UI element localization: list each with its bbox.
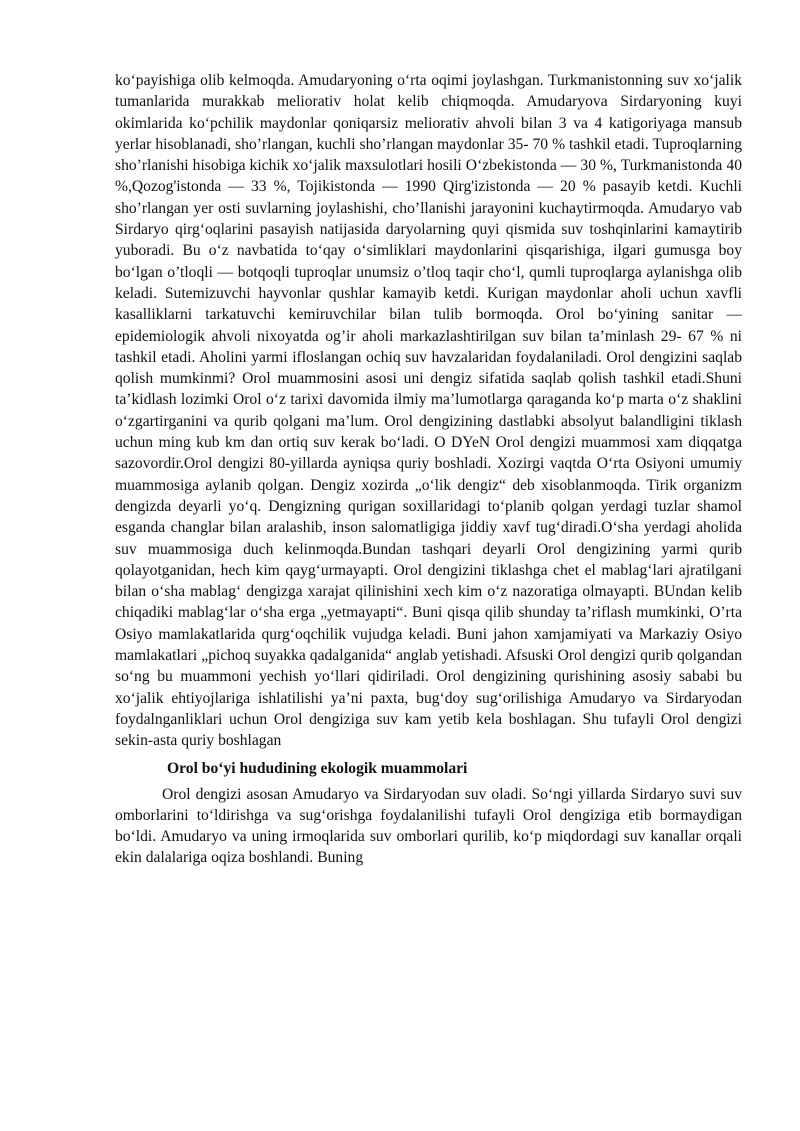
section-heading: Orol bo‘yi hududining ekologik muammolari bbox=[167, 759, 468, 777]
body-paragraph: ko‘payishiga olib kelmoqda. Amudaryoning o‘rta oqimi joylashgan. Turkmanistonning suv xo‘jalik tumanlarida murakkab meliorativ holat kelib chiqmoqda. Amudaryova Sirdaryoning kuyi okimlarida ko‘pchilik maydonlar qoniqarsiz meliorativ ahvoli bilan 3 va 4 katigoriyaga mansub yerlar hisoblanadi, sho’rlangan, kuchli sho’rlangan maydonlar 35- 70 % tashkil etadi. Tuproqlarning sho’rlanishi hisobiga kichik xo‘jalik maxsulotlari hosili O‘zbekistonda — 30 %, Turkmanistonda 40 %,Qozog'istonda — 33 %, Tojikistonda — 1990 Qirg'izistonda — 20 % pasayib ketdi. Kuchli sho’rlangan yer osti suvlarning joylashishi, cho’llanishi jarayonini kuchaytirmoqda. Amudaryo vab Sirdaryo qirg‘oqlarini pasayish natijasida daryolarning quyi qismida suv toshqinlarini kamaytirib yuboradi. Bu o‘z navbatida to‘qay o‘simliklari maydonlarini qisqarishiga, ilgari gumusga boy bo‘lgan o’tloqli — botqoqli tuproqlar unumsiz o’tloq taqir cho‘l, qumli tuproqlarga aylanishga olib keladi. Sutemizuvchi hayvonlar qushlar kamayib ketdi. Kurigan maydonlar aholi uchun xavfli kasalliklarni tarkatuvchi kemiruvchilar bilan tulib bormoqda. Orol bo‘yining sanitar — epidemiologik ahvoli nixoyatda og’ir aholi markazlashtirilgan suv bilan ta’minlash 29- 67 % ni tashkil etadi. Aholini yarmi ifloslangan ochiq suv havzalaridan foydalaniladi. Orol dengizini saqlab qolish mumkinmi? Orol muammosini asosi uni dengiz sifatida saqlab qolish tashkil etadi.Shuni ta’kidlash lozimki Orol o‘z tarixi davomida ilmiy ma’lumotlarga qaraganda ko‘p marta o‘z shaklini o‘zgartirganini va qurib qolgani ma’lum. Orol dengizining dastlabki absolyut balandligini tiklash uchun ming kub km dan ortiq suv kerak bo‘ladi. O DYeN Orol dengizi muammosi xam diqqatga sazovordir.Orol dengizi 80-yillarda ayniqsa quriy boshladi. Xozirgi vaqtda O‘rta Osiyoni umumiy muammosiga aylanib qolgan. Dengiz xozirda „o‘lik dengiz“ deb xisoblanmoqda. Tirik organizm dengizda deyarli yo‘q. Dengizning qurigan soxillaridagi to‘planib qolgan yerdagi tuzlar shamol esganda changlar bilan aralashib, inson salomatligiga jiddiy xavf tug‘diradi.O‘sha yerdagi aholida suv muammosiga duch kelinmoqda.Bundan tashqari deyarli Orol dengizining yarmi qurib qolayotganidan, hech kim qayg‘urmayapti. Orol dengizini tiklashga chet el mablag‘lari ajratilgani bilan o‘sha mablag‘ dengizga xarajat qilinishini xech kim o‘z nazoratiga olmayapti. BUndan kelib chiqadiki mablag‘lar o‘sha erga „yetmayapti“. Buni qisqa qilib shunday ta’riflash mumkinki, O’rta Osiyo mamlakatlarida qurg‘oqchilik vujudga keladi. Buni jahon xamjamiyati va Markaziy Osiyo mamlakatlari „pichoq suyakka qadalganida“ anglab yetishadi. Afsuski Orol dengizi qurib qolgandan so‘ng bu muammoni yechish yo‘llari qidiriladi. Orol dengizining qurishining asosiy sababi bu xo‘jalik ehtiyojlariga ishlatilishi ya’ni paxta, bug‘doy sug‘orilishiga Amudaryo va Sirdaryodan foydalnganliklari uchun Orol dengiziga suv kam yetib kela boshlagan. Shu tufayli Orol dengizi sekin-asta quriy boshlagan bbox=[115, 72, 742, 750]
document-page bbox=[115, 70, 742, 869]
body-paragraph: Orol dengizi asosan Amudaryo va Sirdaryodan suv oladi. So‘ngi yillarda Sirdaryo suvi suv omborlarini to‘ldirishga va sug‘orishga foydalanilishi tufayli Orol dengiziga etib bormaydigan bo‘ldi. Amudaryo va uning irmoqlarida suv omborlari qurilib, ko‘p miqdordagi suv kanallar orqali ekin dalalariga oqiza boshlandi. Buning bbox=[115, 785, 742, 867]
